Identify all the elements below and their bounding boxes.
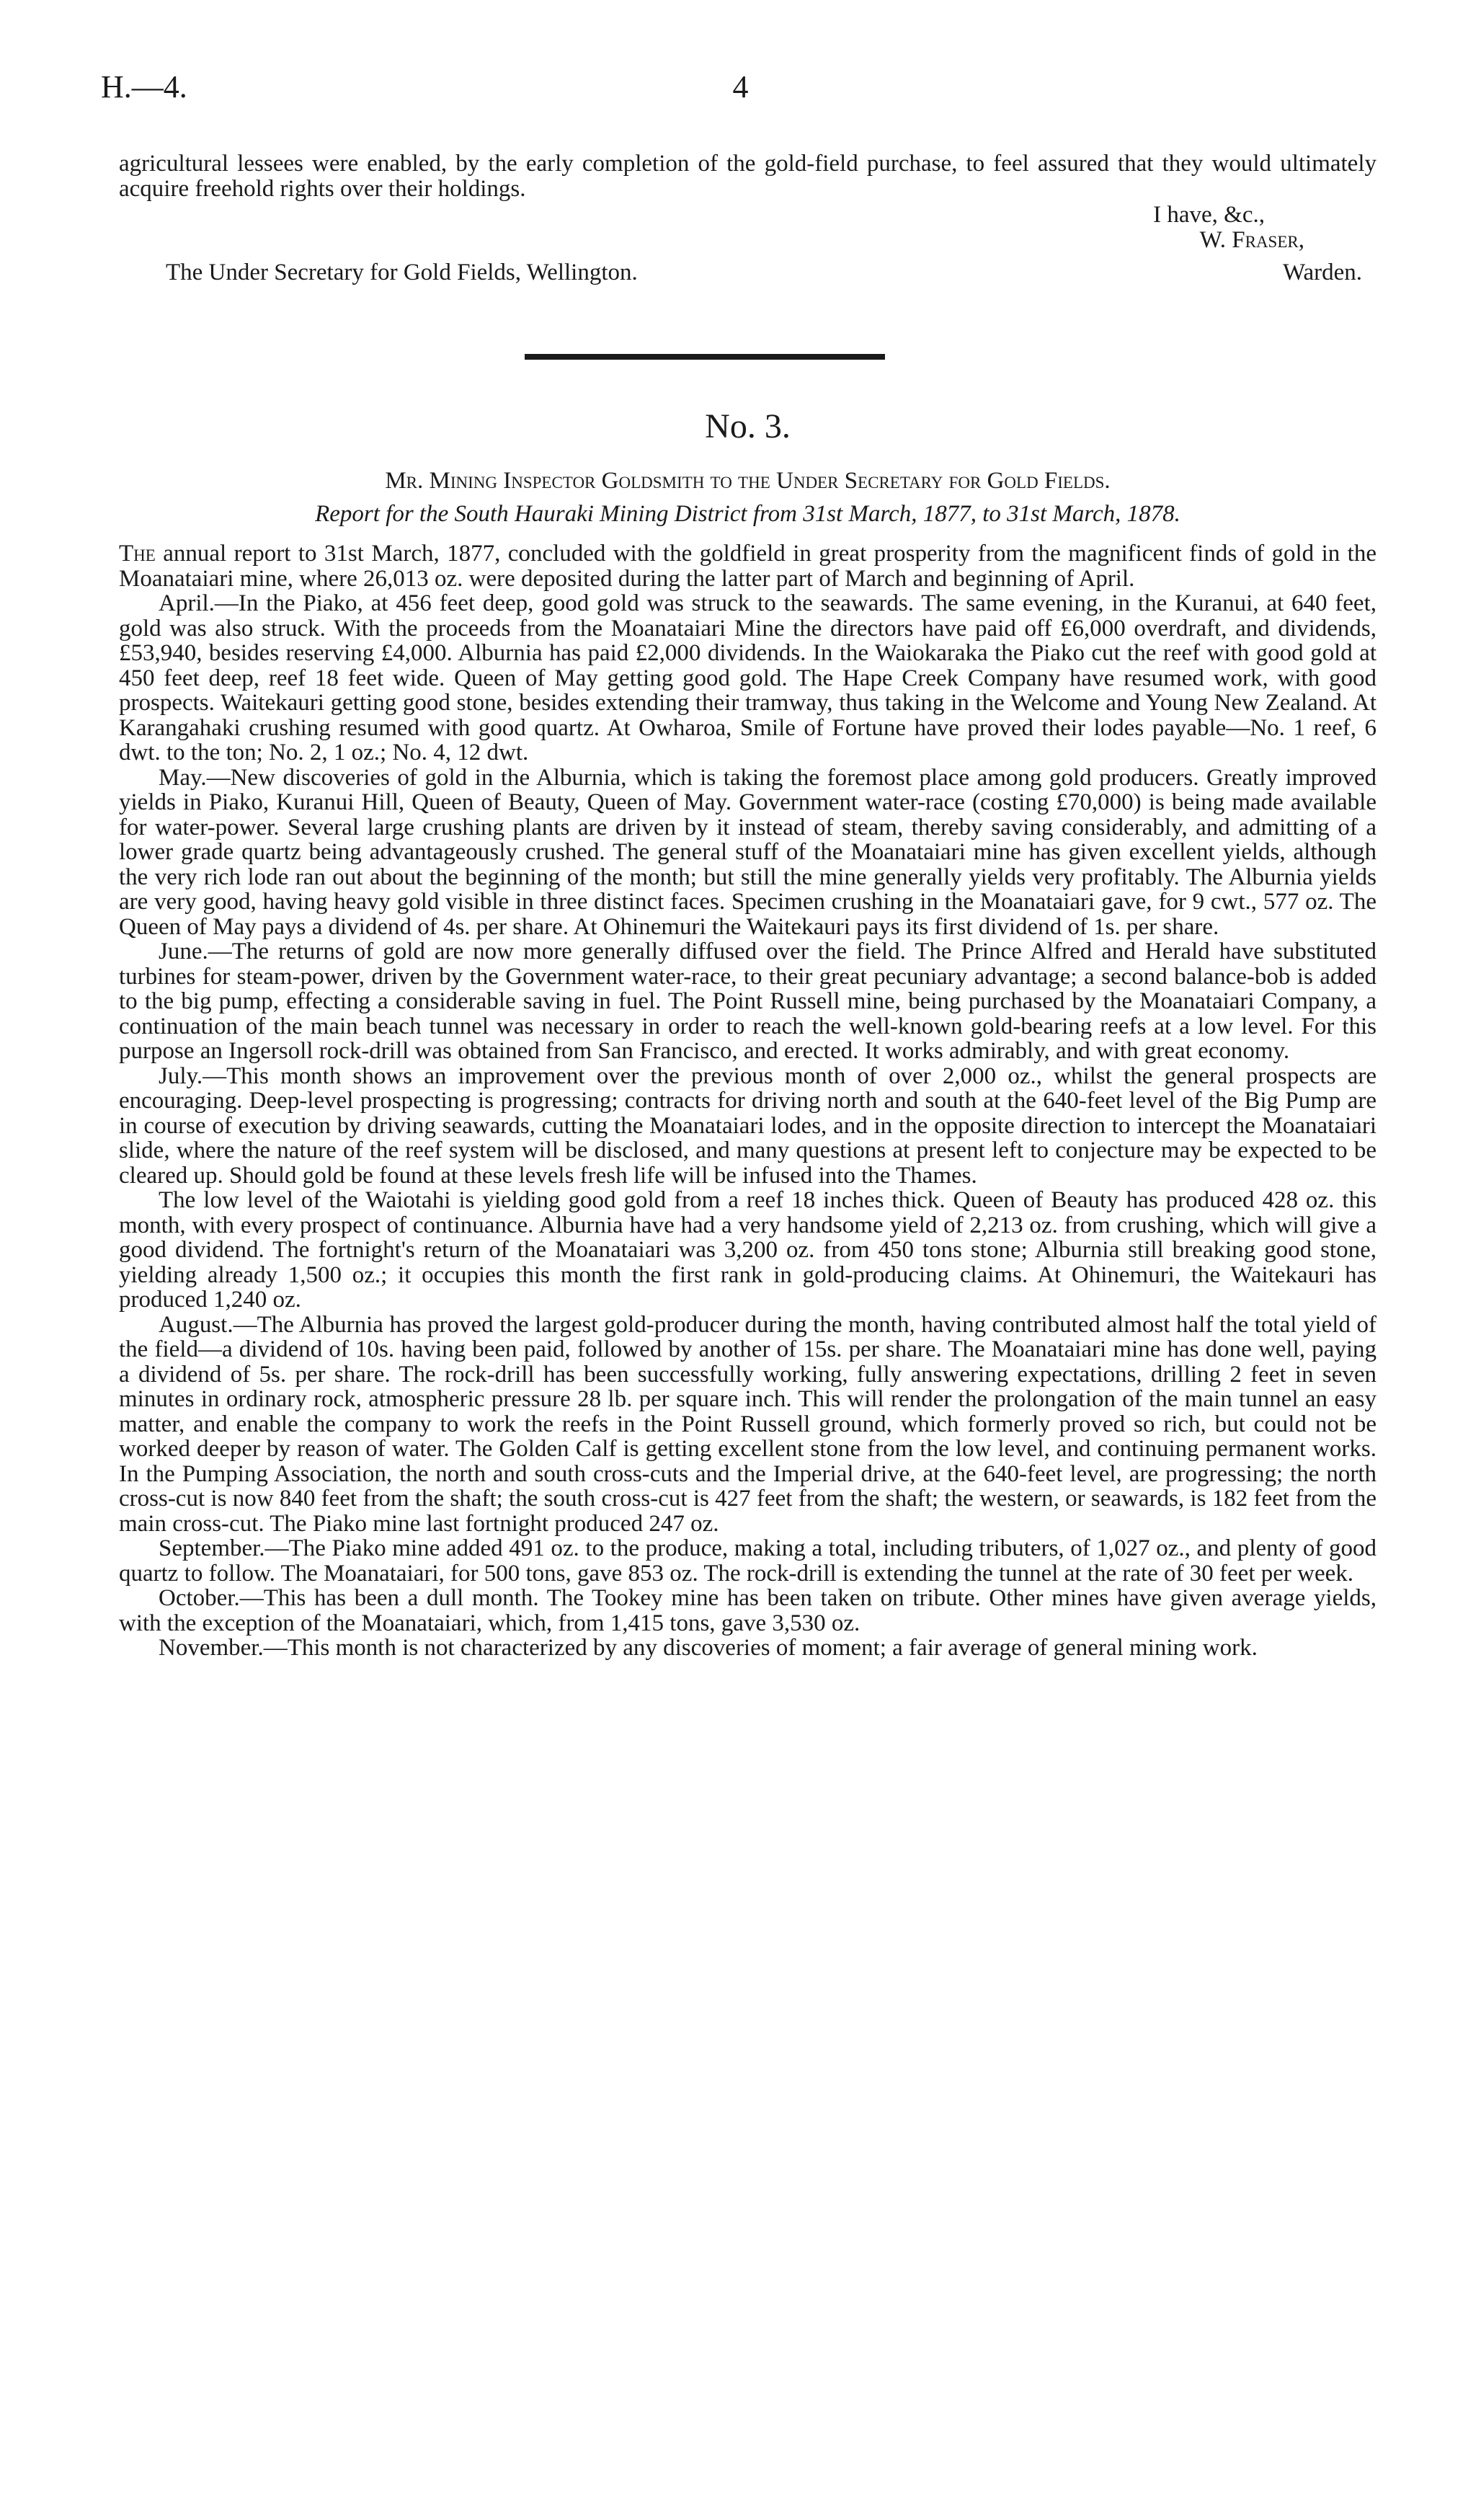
letter-closing: [119, 203, 1377, 354]
closing-addressee: The Under Secretary for Gold Fields, Wellington.: [166, 259, 638, 285]
paragraph-september: September.—The Piako mine added 491 oz. to the produce, making a total, including tributers, of 1,027 oz., and plenty of good quartz to follow. The Moanataiari, for 500 tons, gave 853 oz. The rock-drill is extending the tunnel at the rate of 30 feet per week.: [119, 1535, 1377, 1587]
section-number: No. 3.: [705, 407, 791, 445]
page-number: 4: [732, 69, 749, 105]
opening-text: annual report to 31st March, 1877, concluded with the goldfield in great prosperity from the magnificent finds of gold in the Moanataiari mine, where 26,013 oz. were deposited during the latter part of March and beginning of April.: [119, 541, 1377, 592]
report-title: Report for the South Hauraki Mining District from 31st March, 1877, to 31st March, 1878.: [315, 501, 1180, 527]
opening-word: The: [119, 541, 156, 567]
page-body: [119, 151, 1377, 1661]
closing-salutation: I have, &c.,: [1153, 202, 1265, 228]
paragraph-june: June.—The returns of gold are now more generally diffused over the field. The Prince Alfred and Herald have substituted turbines for steam-power, driven by the Government water-race, to their great pecuniary advantage; a second balance-bob is added to the big pump, effecting a considerable saving in fuel. The Point Russell mine, being purchased by the Moanataiari Company, a continuation of the main beach tunnel was necessary in order to reach the well-known gold-bearing reefs at a low level. For this purpose an Ingersoll rock-drill was obtained from San Francisco, and erected. It works admirably, and with great economy.: [119, 939, 1377, 1064]
paragraph-april: April.—In the Piako, at 456 feet deep, good gold was struck to the seawards. The same evening, in the Kuranui, at 640 feet, gold was also struck. With the proceeds from the Moanataiari Mine the directors have paid off £6,000 overdraft, and dividends, £53,940, besides reserving £4,000. Alburnia has paid £2,000 dividends. In the Waiokaraka the Piako cut the reef with good gold at 450 feet deep, reef 18 feet wide. Queen of May getting good gold. The Hape Creek Company have resumed work, with good prospects. Waitekauri getting good stone, besides extending their tramway, thus taking in the Welcome and Young New Zealand. At Karangahaki crushing resumed with good quartz. At Owharoa, Smile of Fortune have proved their lodes payable—No. 1 reef, 6 dwt. to the ton; No. 2, 1 oz.; No. 4, 12 dwt.: [119, 590, 1377, 766]
closing-title: Warden.: [1282, 259, 1362, 285]
paragraph-october: October.—This has been a dull month. The Tookey mine has been taken on tribute. Other mines have given average yields, with the exception of the Moanataiari, which, from 1,415 tons, gave 3,530 oz.: [119, 1585, 1377, 1636]
section-divider: [525, 354, 885, 360]
intro-paragraph: agricultural lessees were enabled, by the early completion of the gold-field purchase, to feel assured that they would ultimately acquire freehold rights over their holdings.: [119, 151, 1377, 202]
paragraph-august: August.—The Alburnia has proved the largest gold-producer during the month, having contributed almost half the total yield of the field—a dividend of 10s. having been paid, followed by another of 15s. per share. The Moanataiari mine has done well, paying a dividend of 5s. per share. The rock-drill has been successfully working, fully answering expectations, drilling 2 feet in seven minutes in ordinary rock, atmospheric pressure 28 lb. per square inch. This will render the prolongation of the main tunnel an easy matter, and enable the company to work the reefs in the Point Russell ground, which formerly proved so rich, but could not be worked deeper by reason of water. The Golden Calf is getting excellent stone from the low level, and continuing permanent works. In the Pumping Association, the north and south cross-cuts and the Imperial drive, at the 640-feet level, are progressing; the north cross-cut is now 840 feet from the shaft; the south cross-cut is 427 feet from the shaft; the western, or seawards, is 182 feet from the main cross-cut. The Piako mine last fortnight produced 247 oz.: [119, 1311, 1377, 1537]
paragraph-waiotahi: The low level of the Waiotahi is yielding good gold from a reef 18 inches thick. Queen of Beauty has produced 428 oz. this month, with every prospect of continuance. Alburnia have had a very handsome yield of 2,213 oz. from crushing, which will give a good dividend. The fortnight's return of the Moanataiari was 3,200 oz. from 450 tons stone; Alburnia still breaking good stone, yielding already 1,500 oz.; it occupies this month the first rank in gold-producing claims. At Ohinemuri, the Waitekauri has produced 1,240 oz.: [119, 1187, 1377, 1313]
section-subject: Mr. Mining Inspector Goldsmith to the Under Secretary for Gold Fields.: [385, 468, 1111, 494]
paragraph-may: May.—New discoveries of gold in the Alburnia, which is taking the foremost place among gold producers. Greatly improved yields in Piako, Kuranui Hill, Queen of Beauty, Queen of May. Government water-race (costing £70,000) is being made available for water-power. Several large crushing plants are driven by it instead of steam, thereby saving considerably, and admitting of a lower grade quartz being advantageously crushed. The general stuff of the Moanataiari mine has given excellent yields, although the very rich lode ran out about the beginning of the month; but still the mine generally yields very profitably. The Alburnia yields are very good, having heavy gold visible in three distinct faces. Specimen crushing in the Moanataiari gave, for 9 cwt., 577 oz. The Queen of May pays a dividend of 4s. per share. At Ohinemuri the Waitekauri pays its first dividend of 1s. per share.: [119, 764, 1377, 940]
paragraph-opening: [119, 541, 1377, 591]
report-code: H.—4.: [101, 69, 187, 105]
page-header: [101, 68, 1380, 112]
paragraph-july: July.—This month shows an improvement over the previous month of over 2,000 oz., whilst the general prospects are encouraging. Deep-level prospecting is progressing; contracts for driving north and south at the 640-feet level of the Big Pump are in course of execution by driving seawards, cutting the Moanataiari lodes, and in the opposite direction to intercept the Moanataiari slide, where the nature of the reef system will be disclosed, and many questions at present left to conjecture may be expected to be cleared up. Should gold be found at these levels fresh life will be infused into the Thames.: [119, 1062, 1377, 1189]
closing-signature: W. Fraser,: [1199, 227, 1304, 253]
paragraph-november: November.—This month is not characterized by any discoveries of moment; a fair average of general mining work.: [159, 1635, 1258, 1661]
